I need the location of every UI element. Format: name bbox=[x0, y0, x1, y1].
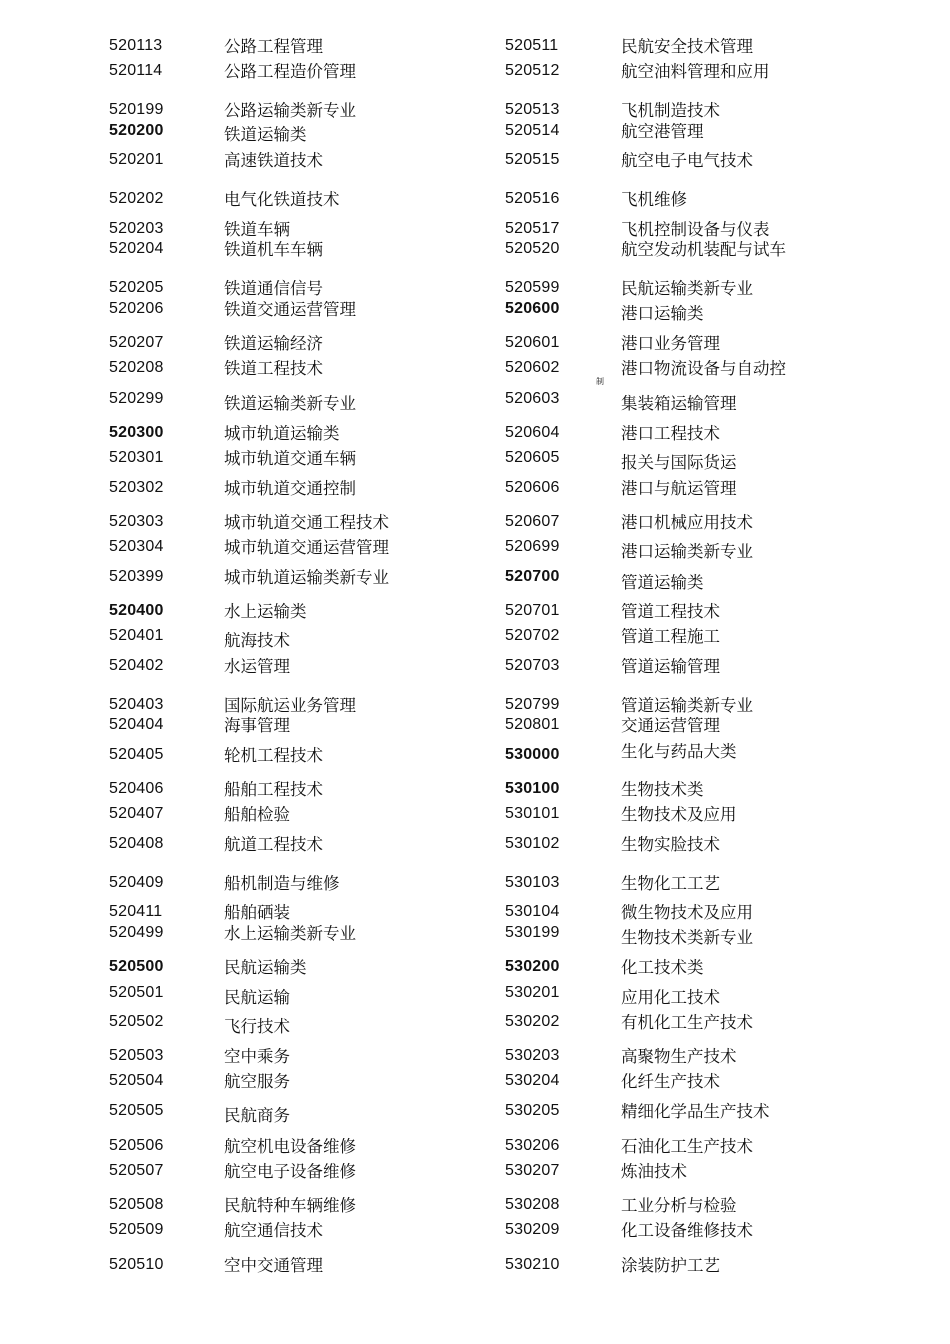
table-row bbox=[0, 1071, 440, 1095]
major-code: 520517 bbox=[505, 220, 560, 237]
major-code: 520301 bbox=[109, 449, 164, 466]
major-code: 520507 bbox=[109, 1162, 164, 1179]
major-code: 520408 bbox=[109, 835, 164, 852]
major-code: 520407 bbox=[109, 805, 164, 822]
major-code: 520400 bbox=[109, 602, 164, 619]
major-name: 铁道通信信号 bbox=[224, 279, 323, 298]
table-row bbox=[396, 423, 836, 447]
major-name: 民航特种车辆维修 bbox=[224, 1196, 356, 1215]
table-row bbox=[0, 478, 440, 502]
major-code: 520201 bbox=[109, 151, 164, 168]
table-row bbox=[396, 1220, 836, 1244]
major-code: 520500 bbox=[109, 958, 164, 975]
table-row bbox=[396, 1161, 836, 1185]
table-row bbox=[0, 358, 440, 382]
major-name: 生物技术及应用 bbox=[621, 805, 737, 824]
major-code: 520509 bbox=[109, 1221, 164, 1238]
table-row bbox=[0, 1012, 440, 1036]
major-name: 交通运营管理 bbox=[621, 716, 720, 735]
major-name: 航空电子设备维修 bbox=[224, 1162, 356, 1181]
major-code: 520512 bbox=[505, 62, 560, 79]
major-code: 520514 bbox=[505, 122, 560, 139]
major-code: 520409 bbox=[109, 874, 164, 891]
major-name: 工业分析与检验 bbox=[621, 1196, 737, 1215]
major-name: 水上运输类 bbox=[224, 602, 307, 621]
major-name: 飞机维修 bbox=[621, 190, 687, 209]
major-code: 530204 bbox=[505, 1072, 560, 1089]
major-name: 船机制造与维修 bbox=[224, 874, 340, 893]
table-row bbox=[0, 1161, 440, 1185]
major-name: 国际航运业务管理 bbox=[224, 696, 356, 715]
right-column bbox=[396, 0, 836, 1344]
major-name: 城市轨道交通工程技术 bbox=[224, 513, 389, 532]
major-code: 530210 bbox=[505, 1256, 560, 1273]
major-name: 高速铁道技术 bbox=[224, 151, 323, 170]
table-row bbox=[0, 567, 440, 591]
major-name: 炼油技术 bbox=[621, 1162, 687, 1181]
table-row bbox=[396, 537, 836, 561]
major-name: 电气化铁道技术 bbox=[224, 190, 340, 209]
major-name: 水运管理 bbox=[224, 657, 290, 676]
major-code: 520499 bbox=[109, 924, 164, 941]
major-code: 520411 bbox=[109, 903, 163, 920]
table-row bbox=[0, 1046, 440, 1070]
major-code: 520303 bbox=[109, 513, 164, 530]
major-code: 520503 bbox=[109, 1047, 164, 1064]
table-row bbox=[0, 957, 440, 981]
major-name: 船舶检验 bbox=[224, 805, 290, 824]
major-code: 530209 bbox=[505, 1221, 560, 1238]
table-row bbox=[396, 448, 836, 472]
major-name: 港口与航运管理 bbox=[621, 479, 737, 498]
major-code: 520520 bbox=[505, 240, 560, 257]
major-name: 航道工程技术 bbox=[224, 835, 323, 854]
table-row bbox=[396, 656, 836, 680]
major-name: 公路工程造价管理 bbox=[224, 62, 356, 81]
major-code: 530000 bbox=[505, 746, 560, 763]
table-row bbox=[0, 1136, 440, 1160]
major-name: 化纤生产技术 bbox=[621, 1072, 720, 1091]
table-row bbox=[396, 121, 836, 145]
major-code: 520699 bbox=[505, 538, 560, 555]
major-name: 港口运输类 bbox=[621, 304, 704, 323]
major-code: 530104 bbox=[505, 903, 560, 920]
table-row bbox=[0, 873, 440, 897]
major-name: 港口运输类新专业 bbox=[621, 542, 753, 561]
major-code: 520515 bbox=[505, 151, 560, 168]
major-name: 高聚物生产技术 bbox=[621, 1047, 737, 1066]
major-code: 520516 bbox=[505, 190, 560, 207]
major-code: 530102 bbox=[505, 835, 560, 852]
major-name: 铁道工程技术 bbox=[224, 359, 323, 378]
major-code: 520405 bbox=[109, 746, 164, 763]
major-name: 化工设备维修技术 bbox=[621, 1221, 753, 1240]
major-code: 520113 bbox=[109, 37, 163, 54]
major-code: 520299 bbox=[109, 390, 164, 407]
major-name: 有机化工生产技术 bbox=[621, 1013, 753, 1032]
major-code: 520600 bbox=[505, 300, 560, 317]
major-code: 520401 bbox=[109, 627, 164, 644]
table-row bbox=[396, 626, 836, 650]
major-name: 民航运输类新专业 bbox=[621, 279, 753, 298]
major-code: 520502 bbox=[109, 1013, 164, 1030]
major-name: 航空服务 bbox=[224, 1072, 290, 1091]
table-row bbox=[396, 61, 836, 85]
table-row bbox=[396, 742, 836, 769]
major-name: 石油化工生产技术 bbox=[621, 1137, 753, 1156]
major-code: 520403 bbox=[109, 696, 164, 713]
major-code: 520799 bbox=[505, 696, 560, 713]
major-code: 520607 bbox=[505, 513, 560, 530]
table-row bbox=[0, 448, 440, 472]
major-name: 生物实脸技术 bbox=[621, 835, 720, 854]
table-row bbox=[396, 1071, 836, 1095]
table-row bbox=[0, 423, 440, 447]
major-name: 民航运输类 bbox=[224, 958, 307, 977]
table-row bbox=[396, 1101, 836, 1125]
major-code: 520508 bbox=[109, 1196, 164, 1213]
major-name: 生化与药品大类 bbox=[621, 742, 737, 761]
major-name: 生物技术类 bbox=[621, 780, 704, 799]
major-name: 航海技术 bbox=[224, 631, 290, 650]
major-name: 城市轨道交通控制 bbox=[224, 479, 356, 498]
major-name: 管道运输类新专业 bbox=[621, 696, 753, 715]
major-name: 城市轨道运输类 bbox=[224, 424, 340, 443]
major-name: 管道运输管理 bbox=[621, 657, 720, 676]
table-row bbox=[396, 804, 836, 828]
table-row bbox=[0, 1255, 440, 1279]
table-row bbox=[0, 121, 440, 145]
left-column bbox=[0, 0, 440, 1344]
major-name: 港口工程技术 bbox=[621, 424, 720, 443]
major-code: 520603 bbox=[505, 390, 560, 407]
major-code: 520701 bbox=[505, 602, 560, 619]
major-code: 520300 bbox=[109, 424, 164, 441]
major-code: 520702 bbox=[505, 627, 560, 644]
major-code: 520207 bbox=[109, 334, 164, 351]
table-row bbox=[0, 299, 440, 323]
major-name: 生物技术类新专业 bbox=[621, 928, 753, 947]
table-row bbox=[0, 150, 440, 174]
major-code: 520202 bbox=[109, 190, 164, 207]
major-name: 飞行技术 bbox=[224, 1017, 290, 1036]
major-name: 化工技术类 bbox=[621, 958, 704, 977]
major-name: 城市轨道交通车辆 bbox=[224, 449, 356, 468]
major-name: 飞机制造技术 bbox=[621, 101, 720, 120]
major-name: 微生物技术及应用 bbox=[621, 903, 753, 922]
major-code: 530103 bbox=[505, 874, 560, 891]
table-row bbox=[396, 1012, 836, 1036]
table-row bbox=[0, 601, 440, 625]
major-name: 航空电子电气技术 bbox=[621, 151, 753, 170]
major-name: 航空发动机装配与试车 bbox=[621, 240, 786, 259]
major-code: 520801 bbox=[505, 716, 560, 733]
table-row bbox=[396, 189, 836, 213]
table-row bbox=[396, 299, 836, 323]
major-name: 铁道运输经济 bbox=[224, 334, 323, 353]
table-row bbox=[0, 779, 440, 803]
major-name: 应用化工技术 bbox=[621, 988, 720, 1007]
table-row bbox=[0, 239, 440, 263]
table-row bbox=[396, 983, 836, 1007]
major-code: 530200 bbox=[505, 958, 560, 975]
major-code: 520506 bbox=[109, 1137, 164, 1154]
major-code: 530101 bbox=[505, 805, 560, 822]
table-row bbox=[0, 189, 440, 213]
major-code: 520206 bbox=[109, 300, 164, 317]
major-name: 水上运输类新专业 bbox=[224, 924, 356, 943]
table-row bbox=[396, 150, 836, 174]
table-row bbox=[396, 1046, 836, 1070]
table-row bbox=[396, 333, 836, 357]
major-name: 铁道车辆 bbox=[224, 220, 290, 239]
major-name: 铁道交通运营管理 bbox=[224, 300, 356, 319]
table-row bbox=[396, 601, 836, 625]
table-row bbox=[0, 983, 440, 1007]
major-name: 涂装防护工艺 bbox=[621, 1256, 720, 1275]
table-row bbox=[396, 1255, 836, 1279]
major-code: 520204 bbox=[109, 240, 164, 257]
table-row bbox=[0, 512, 440, 536]
major-code: 520602 bbox=[505, 359, 560, 376]
major-code: 530201 bbox=[505, 984, 560, 1001]
major-code: 530205 bbox=[505, 1102, 560, 1119]
major-code: 520203 bbox=[109, 220, 164, 237]
major-code: 520402 bbox=[109, 657, 164, 674]
table-row bbox=[0, 537, 440, 561]
major-code: 530208 bbox=[505, 1196, 560, 1213]
major-name: 港口物流设备与自动控 bbox=[621, 359, 786, 378]
major-name: 城市轨道交通运营管理 bbox=[224, 538, 389, 557]
stray-text-fragment: 制 bbox=[596, 377, 604, 386]
major-name: 铁道机车车辆 bbox=[224, 240, 323, 259]
major-name: 飞机控制设备与仪表 bbox=[621, 220, 770, 239]
major-code: 520406 bbox=[109, 780, 164, 797]
table-row bbox=[396, 239, 836, 263]
major-code: 520208 bbox=[109, 359, 164, 376]
major-code: 530100 bbox=[505, 780, 560, 797]
table-row bbox=[396, 389, 836, 413]
table-row bbox=[396, 957, 836, 981]
table-row bbox=[0, 1101, 440, 1125]
major-name: 航空油料管理和应用 bbox=[621, 62, 770, 81]
table-row bbox=[0, 389, 440, 413]
table-row bbox=[0, 61, 440, 85]
major-name: 空中交通管理 bbox=[224, 1256, 323, 1275]
table-row bbox=[0, 834, 440, 858]
major-code: 520501 bbox=[109, 984, 164, 1001]
table-row bbox=[0, 36, 440, 60]
major-name: 民航安全技术管理 bbox=[621, 37, 753, 56]
major-name: 管道运输类 bbox=[621, 573, 704, 592]
major-name: 铁道运输类新专业 bbox=[224, 394, 356, 413]
table-row bbox=[396, 567, 836, 591]
major-name: 空中乘务 bbox=[224, 1047, 290, 1066]
table-row bbox=[0, 804, 440, 828]
major-code: 520606 bbox=[505, 479, 560, 496]
major-code: 520200 bbox=[109, 122, 164, 139]
table-row bbox=[396, 512, 836, 536]
major-name: 生物化工工艺 bbox=[621, 874, 720, 893]
major-code: 530203 bbox=[505, 1047, 560, 1064]
table-row bbox=[396, 715, 836, 739]
major-name: 城市轨道运输类新专业 bbox=[224, 568, 389, 587]
table-row bbox=[396, 358, 836, 382]
table-row bbox=[396, 1195, 836, 1219]
major-name: 船舶硒装 bbox=[224, 903, 290, 922]
major-code: 520304 bbox=[109, 538, 164, 555]
major-name: 管道工程技术 bbox=[621, 602, 720, 621]
major-code: 530206 bbox=[505, 1137, 560, 1154]
major-name: 管道工程施工 bbox=[621, 627, 720, 646]
major-code: 530199 bbox=[505, 924, 560, 941]
major-name: 公路运输类新专业 bbox=[224, 101, 356, 120]
major-name: 港口机械应用技术 bbox=[621, 513, 753, 532]
table-row bbox=[396, 1136, 836, 1160]
major-name: 公路工程管理 bbox=[224, 37, 323, 56]
major-name: 民航运输 bbox=[224, 988, 290, 1007]
major-code: 520504 bbox=[109, 1072, 164, 1089]
major-code: 520513 bbox=[505, 101, 560, 118]
major-code: 520505 bbox=[109, 1102, 164, 1119]
table-row bbox=[396, 779, 836, 803]
major-name: 轮机工程技术 bbox=[224, 746, 323, 765]
table-row bbox=[396, 923, 836, 947]
major-name: 民航商务 bbox=[224, 1106, 290, 1125]
major-code: 520605 bbox=[505, 449, 560, 466]
table-row bbox=[396, 834, 836, 858]
major-code: 520205 bbox=[109, 279, 164, 296]
major-code: 520601 bbox=[505, 334, 560, 351]
table-row bbox=[396, 478, 836, 502]
major-code: 520302 bbox=[109, 479, 164, 496]
major-name: 航空机电设备维修 bbox=[224, 1137, 356, 1156]
table-row bbox=[0, 333, 440, 357]
major-code: 520599 bbox=[505, 279, 560, 296]
major-code: 520399 bbox=[109, 568, 164, 585]
table-row bbox=[0, 1195, 440, 1219]
table-row bbox=[0, 715, 440, 739]
table-row bbox=[0, 745, 440, 769]
major-name: 船舶工程技术 bbox=[224, 780, 323, 799]
table-row bbox=[396, 36, 836, 60]
major-code: 520510 bbox=[109, 1256, 164, 1273]
major-code: 520199 bbox=[109, 101, 164, 118]
table-row bbox=[0, 626, 440, 650]
major-name: 航空通信技术 bbox=[224, 1221, 323, 1240]
major-code: 530207 bbox=[505, 1162, 560, 1179]
major-name: 精细化学品生产技术 bbox=[621, 1102, 770, 1121]
table-row bbox=[0, 1220, 440, 1244]
major-code: 520114 bbox=[109, 62, 163, 79]
major-code: 520604 bbox=[505, 424, 560, 441]
major-name: 航空港管理 bbox=[621, 122, 704, 141]
major-code: 520511 bbox=[505, 37, 559, 54]
major-name: 海事管理 bbox=[224, 716, 290, 735]
major-name: 集装箱运输管理 bbox=[621, 394, 737, 413]
major-code: 530202 bbox=[505, 1013, 560, 1030]
major-name: 港口业务管理 bbox=[621, 334, 720, 353]
major-code: 520404 bbox=[109, 716, 164, 733]
table-row bbox=[0, 656, 440, 680]
table-row bbox=[0, 923, 440, 947]
major-code: 520700 bbox=[505, 568, 560, 585]
major-name: 报关与国际货运 bbox=[621, 453, 737, 472]
major-code: 520703 bbox=[505, 657, 560, 674]
major-name: 铁道运输类 bbox=[224, 125, 307, 144]
table-row bbox=[396, 873, 836, 897]
